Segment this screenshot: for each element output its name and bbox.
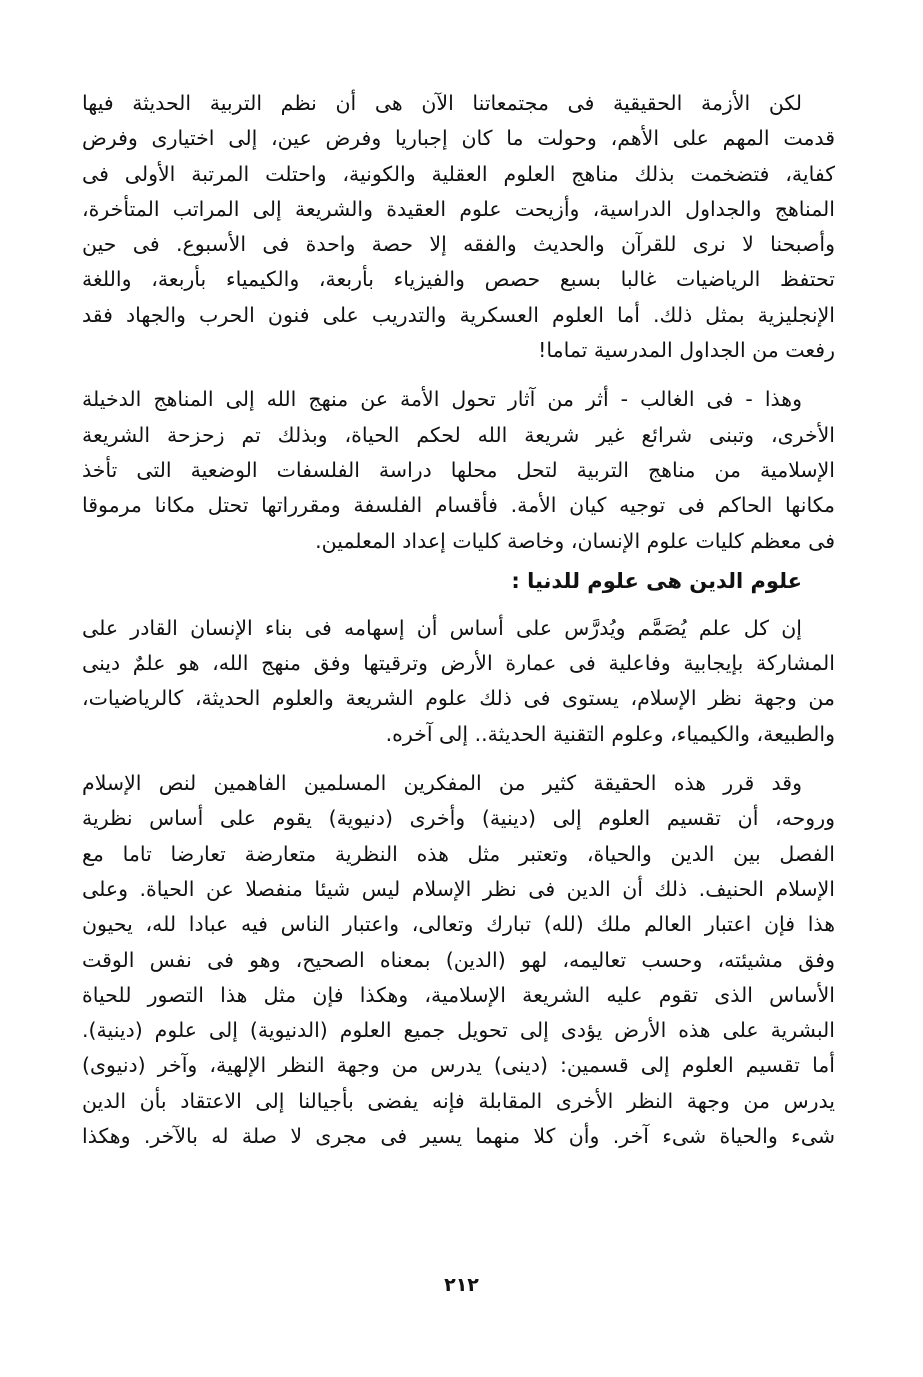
- text-line: الأساس الذى تقوم عليه الشريعة الإسلامية، وهكذا فإن مثل هذا التصور للحياة: [82, 982, 835, 1007]
- text-line: وفق مشيئته، وحسب تعاليمه، لهو (الدين) بمعناه الصحيح، وهو فى نفس الوقت: [82, 947, 835, 972]
- text-line: من وجهة نظر الإسلام، يستوى فى ذلك علوم الشريعة والعلوم الحديثة، كالرياضيات،: [82, 686, 835, 711]
- page-body: [82, 86, 835, 1154]
- text-line: الإسلامية من مناهج التربية لتحل محلها دراسة الفلسفات الوضعية التى تأخذ: [82, 457, 835, 482]
- paragraph: [82, 382, 835, 558]
- text-line: المشاركة بإيجابية وفاعلية فى عمارة الأرض وترقيتها وفق منهج الله، هو علمٌ دينى: [82, 651, 835, 676]
- text-line: إن كل علم يُصَمَّم ويُدرَّس على أساس أن إسهامه فى بناء الإنسان القادر على: [82, 615, 802, 640]
- text-line: فى معظم كليات علوم الإنسان، وخاصة كليات إعداد المعلمين.: [315, 528, 835, 553]
- text-line: وقد قرر هذه الحقيقة كثير من المفكرين المسلمين الفاهمين لنص الإسلام: [82, 771, 802, 796]
- paragraph: [82, 86, 835, 368]
- text-line: الإسلام الحنيف. ذلك أن الدين فى نظر الإسلام ليس شيئا منفصلا عن الحياة. وعلى: [82, 876, 835, 901]
- text-line: قدمت المهم على الأهم، وحولت ما كان إجباريا وفرض عين، إلى اختيارى وفرض: [82, 126, 835, 151]
- text-line: البشرية على هذه الأرض يؤدى إلى تحويل جميع العلوم (الدنيوية) إلى علوم (دينية).: [82, 1018, 835, 1043]
- text-line: كفاية، فتضخمت بذلك مناهج العلوم العقلية والكونية، واحتلت المرتبة الأولى فى: [82, 161, 835, 186]
- text-line: الإنجليزية بمثل ذلك. أما العلوم العسكرية والتدريب على فنون الحرب والجهاد فقد: [82, 302, 835, 327]
- text-line: الفصل بين الدين والحياة، وتعتبر مثل هذه النظرية متعارضة تعارضا تاما مع: [82, 841, 835, 866]
- text-line: تحتفظ الرياضيات غالبا بسبع حصص والفيزياء بأربعة، والكيمياء بأربعة، واللغة: [82, 267, 835, 292]
- text-line: وهذا - فى الغالب - أثر من آثار تحول الأمة عن منهج الله إلى المناهج الدخيلة: [82, 387, 802, 412]
- page-number: ٢١٢: [444, 1274, 479, 1296]
- text-line: الأخرى، وتبنى شرائع غير شريعة الله لحكم الحياة، وبذلك تم زحزحة الشريعة: [82, 422, 835, 447]
- paragraph: [82, 766, 835, 1154]
- section-heading: علوم الدين هى علوم للدنيا :: [511, 568, 802, 593]
- text-line: شىء والحياة شىء آخر. وأن كلا منهما يسير فى مجرى لا صلة له بالآخر. وهكذا: [82, 1124, 835, 1149]
- text-line: وأصبحنا لا نرى للقرآن والحديث والفقه إلا حصة واحدة فى الأسبوع. فى حين: [82, 232, 835, 257]
- text-line: رفعت من الجداول المدرسية تماما!: [538, 338, 835, 363]
- text-line: لكن الأزمة الحقيقية فى مجتمعاتنا الآن هى أن نظم التربية الحديثة فيها: [82, 91, 802, 115]
- text-line: المناهج والجداول الدراسية، وأزيحت علوم العقيدة والشريعة إلى المراتب المتأخرة،: [82, 196, 835, 221]
- text-line: أما تقسيم العلوم إلى قسمين: (دينى) يدرس من وجهة النظر الإلهية، وآخر (دنيوى): [82, 1053, 835, 1078]
- paragraph: [82, 611, 835, 752]
- text-line: والطبيعة، والكيمياء، وعلوم التقنية الحديثة.. إلى آخره.: [385, 721, 835, 746]
- text-line: وروحه، أن تقسيم العلوم إلى (دينية) وأخرى (دنيوية) يقوم على أساس نظرية: [82, 806, 835, 831]
- text-line: هذا فإن اعتبار العالم ملك (لله) تبارك وتعالى، واعتبار الناس فيه عبادا لله، يحيون: [82, 912, 835, 937]
- text-line: يدرس من وجهة النظر الأخرى المقابلة فإنه يفضى بأجيالنا إلى الاعتقاد بأن الدين: [82, 1088, 835, 1113]
- text-line: مكانها الحاكم فى توجيه كيان الأمة. فأقسام الفلسفة ومقرراتها تحتل مكانا مرموقا: [82, 493, 835, 518]
